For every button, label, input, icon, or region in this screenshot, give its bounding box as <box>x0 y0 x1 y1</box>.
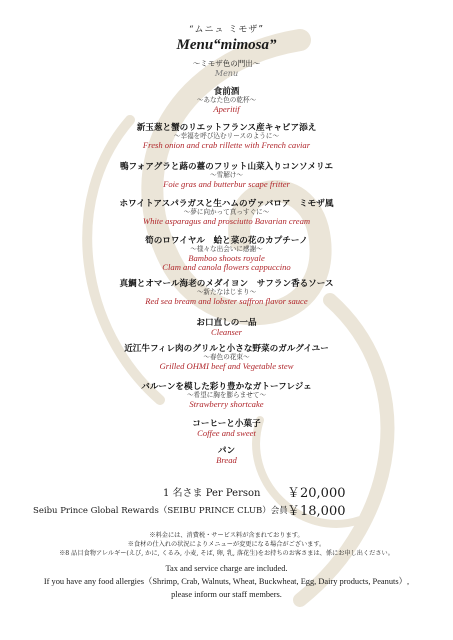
price-value: ￥20,000 <box>287 486 346 501</box>
course-name-jp: コーヒーと小菓子 <box>192 419 261 429</box>
course-note: ～新たなはじまり～ <box>196 288 257 297</box>
course-name-jp: バルーンを模した彩り豊かなガトーフレジェ <box>141 382 312 392</box>
course-name-jp: ホワイトアスパラガスと生ハムのヴァバロア ミモザ風 <box>119 199 334 209</box>
course-name-jp: 筍のロワイヤル 蛤と菜の花のカプチーノ <box>145 236 308 246</box>
course-name-jp: お口直しの一品 <box>196 318 257 328</box>
course-name-en: Strawberry shortcake <box>189 398 264 409</box>
course-name-en: Red sea bream and lobster saffron flavor sauce <box>145 295 308 306</box>
course-name-en: Aperitif <box>213 103 240 114</box>
course-name-en: Clam and canola flowers cappuccino <box>162 262 291 273</box>
note-line: Tax and service charge are included. <box>165 564 288 573</box>
course-item <box>0 383 453 409</box>
notes-en <box>0 562 453 601</box>
course-item <box>0 124 453 150</box>
menu-title-en: Menu“mimosa” <box>176 37 277 53</box>
course-note: ～春色の花束～ <box>203 353 250 362</box>
menu-subtitle: ～ミモザ色の門出～ <box>192 59 261 68</box>
course-item <box>0 88 453 114</box>
course-name-jp: 鴨フォアグラと蕗の薹のフリット山菜入りコンソメリエ <box>119 162 334 172</box>
course-item <box>0 280 453 306</box>
course-note: ～様々な出会いに感謝～ <box>190 245 263 254</box>
course-name-en: Cleanser <box>210 327 243 338</box>
price-label: 1 名さま Per Person <box>163 488 261 499</box>
course-item <box>0 200 453 226</box>
course-name-en: White asparagus and prosciutto Bavarian cream <box>142 215 311 226</box>
course-name-en: Grilled OHMI beef and Vegetable stew <box>159 360 294 371</box>
course-item <box>0 345 453 371</box>
menu-title-jp: “ムニュ ミモザ” <box>188 25 265 35</box>
course-note: ～幸福を呼び込むリースのように～ <box>173 132 280 141</box>
course-item <box>0 237 453 273</box>
course-name-en: Fresh onion and crab rillette with French caviar <box>142 139 311 150</box>
course-name-en: Foie gras and butterbur scape fritter <box>163 178 290 189</box>
course-name-jp: パン <box>217 446 236 456</box>
note-line: ※料金には、消費税・サービス料が含まれております。 <box>149 532 304 539</box>
note-line: If you have any food allergies（Shrimp, Crab, Walnuts, Wheat, Buckwheat, Egg, Dairy products, Peanuts）, <box>43 577 410 587</box>
course-name-jp: 新玉葱と蟹のリエットフランス産キャビア添え <box>136 123 317 133</box>
course-name-jp: 真鯛とオマール海老のメダイヨン サフラン香るソース <box>119 279 334 289</box>
course-note: ～希望に胸を膨らませて～ <box>186 391 267 400</box>
note-line: ※食材の仕入れの状況によりメニューが変更になる場合がございます。 <box>127 540 326 548</box>
course-name-en: Bamboo shoots royale <box>188 252 265 263</box>
course-name-jp: 食前酒 <box>213 87 240 97</box>
course-name-en: Bread <box>216 455 237 466</box>
price-label: Seibu Prince Global Rewards（SEIBU PRINCE CLUB）会員 <box>33 506 288 516</box>
menu-label: Menu <box>214 69 239 78</box>
price-value: ￥18,000 <box>287 504 346 519</box>
course-item <box>0 163 453 189</box>
course-name-jp: 近江牛フィレ肉のグリルと小さな野菜のガルグイユー <box>124 344 329 354</box>
notes-jp <box>0 532 453 559</box>
course-note: ～夢に向かって真っすぐに～ <box>183 208 270 217</box>
course-item <box>0 447 453 466</box>
course-note: ～あなた色の乾杯～ <box>196 96 257 105</box>
note-line: please inform our staff members. <box>171 590 282 600</box>
course-item <box>0 319 453 338</box>
course-note: ～雪解け～ <box>210 171 243 180</box>
course-name-en: Coffee and sweet <box>197 428 256 439</box>
note-line: ※8 品目食物アレルギー(えび, かに, くるみ, 小麦, そば, 卵, 乳, 落花生)をお持ちのお客さまは、係にお申し出ください。 <box>59 549 394 557</box>
course-item <box>0 420 453 439</box>
